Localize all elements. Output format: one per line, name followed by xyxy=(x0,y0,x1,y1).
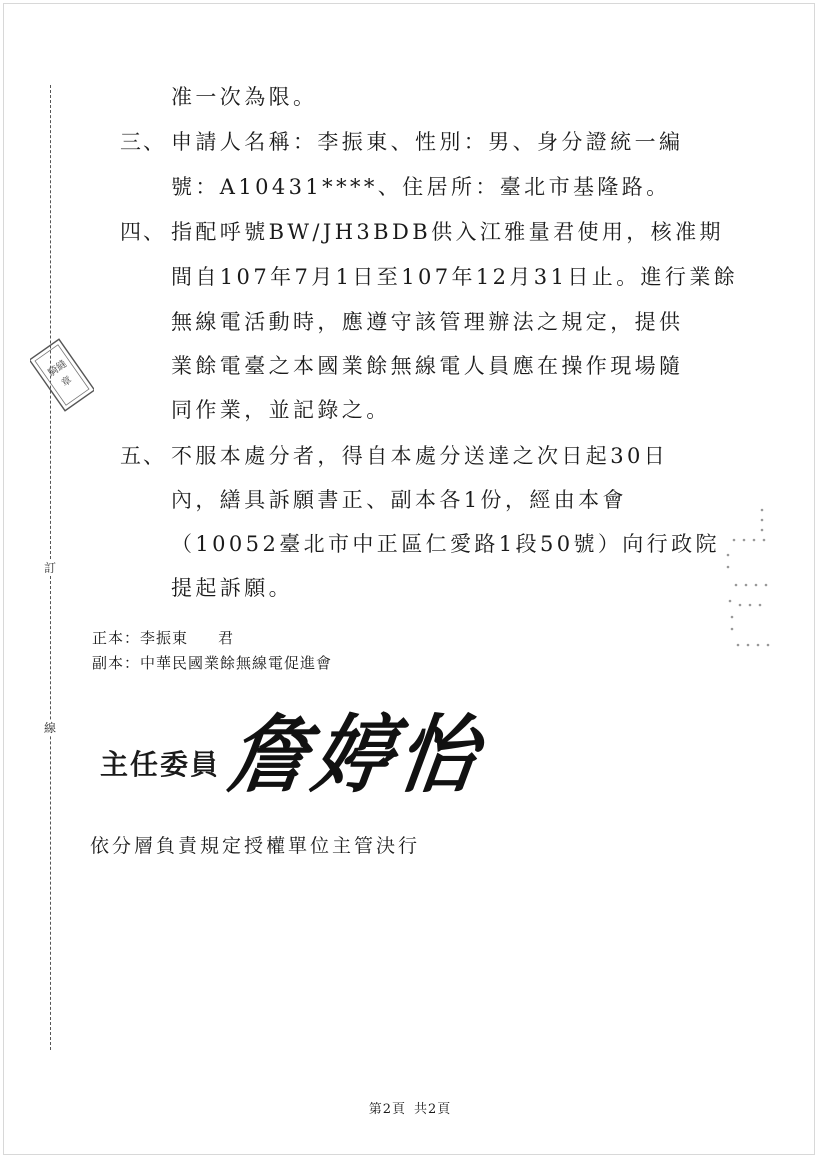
seam-stamp xyxy=(30,336,94,414)
signature-title: 主任委員 xyxy=(100,748,221,781)
item-4-line-5: 同作業，並記錄之。 xyxy=(171,398,391,422)
item-number-4: 四、 xyxy=(120,220,166,244)
item-5-line-3: （10052臺北市中正區仁愛路1段50號）向行政院 xyxy=(171,532,720,556)
delegation-note: 依分層負責規定授權單位主管決行 xyxy=(90,835,421,857)
original-label: 正本： xyxy=(92,629,141,647)
copy-label: 副本： xyxy=(92,654,141,672)
original-title: 君 xyxy=(218,629,235,647)
binding-char-xian: 線 xyxy=(44,721,57,735)
punch-hole-marks xyxy=(718,505,778,655)
svg-text:章: 章 xyxy=(59,374,75,390)
item-number-3: 三、 xyxy=(120,130,166,154)
item-4-line-3: 無線電活動時，應遵守該管理辦法之規定，提供 xyxy=(171,310,684,334)
binding-char-ding: 訂 xyxy=(44,561,57,575)
item-4-line-1: 指配呼號BW/JH3BDB供入江雅量君使用，核准期 xyxy=(171,220,724,244)
item-3-line-2: 號：A10431****、住居所：臺北市基隆路。 xyxy=(171,175,671,199)
item-4-line-4: 業餘電臺之本國業餘無線電人員應在操作現場隨 xyxy=(171,354,684,378)
original-name: 李振東 xyxy=(140,629,189,647)
item-4-line-2: 間自107年7月1日至107年12月31日止。進行業餘 xyxy=(171,265,739,289)
signature-name: 詹婷怡 xyxy=(223,707,489,805)
copy-name: 中華民國業餘無線電促進會 xyxy=(140,654,333,672)
paragraph-2-line-1: 准一次為限。 xyxy=(171,85,318,109)
item-5-line-4: 提起訴願。 xyxy=(171,576,293,600)
item-5-line-1: 不服本處分者，得自本處分送達之次日起30日 xyxy=(171,444,669,468)
copy-recipient xyxy=(92,654,332,672)
item-3-line-1: 申請人名稱：李振東、性別：男、身分證統一編 xyxy=(171,130,684,154)
page-number xyxy=(0,1098,820,1117)
item-5-line-2: 內，繕具訴願書正、副本各1份，經由本會 xyxy=(171,488,627,512)
svg-text:騎縫: 騎縫 xyxy=(46,358,70,380)
original-recipient xyxy=(92,629,234,647)
page-total: 共2頁 xyxy=(414,1102,452,1117)
page-current: 第2頁 xyxy=(368,1102,406,1117)
item-number-5: 五、 xyxy=(120,444,166,468)
